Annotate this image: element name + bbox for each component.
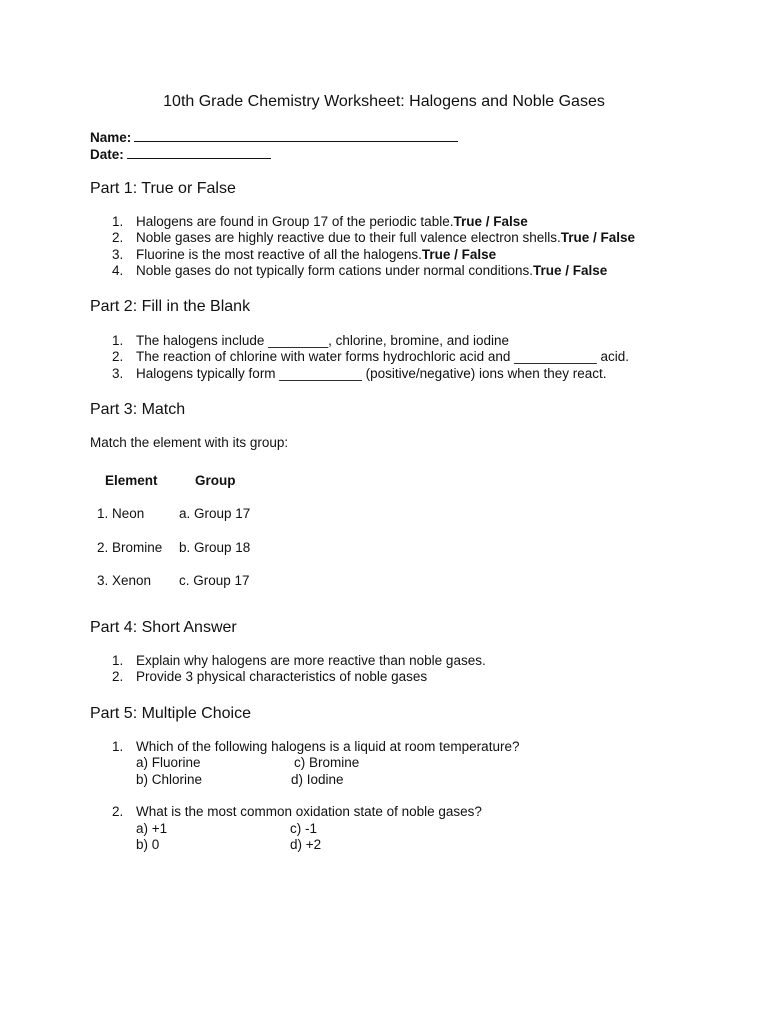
list-item: 2. The reaction of chlorine with water forms hydrochloric acid and ___________ acid. — [112, 349, 630, 365]
date-label: Date: — [90, 147, 124, 162]
name-blank-line — [134, 129, 458, 142]
mc-question: 2. What is the most common oxidation state of noble gases? — [112, 804, 482, 819]
name-field — [90, 129, 458, 145]
part3-instruction: Match the element with its group: — [90, 435, 289, 450]
name-label: Name: — [90, 130, 132, 145]
list-item: 4. Noble gases do not typically form cations under normal conditions.True / False — [112, 262, 608, 278]
date-blank-line — [127, 146, 271, 159]
match-element: 1. Neon — [97, 506, 145, 521]
list-item: 3. Halogens typically form ___________ (positive/negative) ions when they react. — [112, 365, 607, 381]
match-element: 2. Bromine — [97, 540, 163, 555]
part3-heading: Part 3: Match — [90, 401, 186, 418]
list-item: 1. Explain why halogens are more reactive than noble gases. — [112, 653, 486, 668]
match-element: 3. Xenon — [97, 573, 152, 588]
part1-list — [112, 214, 635, 279]
date-field — [90, 146, 271, 162]
match-group: b. Group 18 — [179, 540, 251, 555]
part4-list — [112, 653, 486, 686]
mc-option: b) 0 — [136, 837, 160, 852]
page-title: 10th Grade Chemistry Worksheet: Halogens and Noble Gases — [163, 93, 605, 110]
list-item: 3. Fluorine is the most reactive of all the halogens.True / False — [112, 246, 497, 262]
part1-heading: Part 1: True or False — [90, 180, 236, 197]
mc-option: c) Bromine — [294, 755, 360, 770]
part4-heading: Part 4: Short Answer — [90, 619, 237, 636]
mc-option: a) Fluorine — [136, 755, 201, 770]
column-header-group: Group — [195, 473, 236, 488]
mc-option: d) Iodine — [291, 772, 344, 787]
mc-option: d) +2 — [290, 837, 322, 852]
part2-list — [112, 333, 629, 382]
part2-heading: Part 2: Fill in the Blank — [90, 298, 251, 315]
list-item: 2. Noble gases are highly reactive due to their full valence electron shells.True / False — [112, 230, 636, 246]
mc-option: b) Chlorine — [136, 772, 203, 787]
mc-question: 1. Which of the following halogens is a liquid at room temperature? — [112, 739, 520, 754]
mc-option: c) -1 — [290, 821, 317, 836]
part5-heading: Part 5: Multiple Choice — [90, 705, 251, 722]
list-item: 1. Halogens are found in Group 17 of the periodic table.True / False — [112, 214, 528, 229]
match-group: a. Group 17 — [179, 506, 251, 521]
list-item: 1. The halogens include ________, chlorine, bromine, and iodine — [112, 333, 510, 348]
match-group: c. Group 17 — [179, 573, 250, 588]
column-header-element: Element — [105, 473, 158, 488]
list-item: 2. Provide 3 physical characteristics of noble gases — [112, 669, 428, 685]
mc-option: a) +1 — [136, 821, 168, 836]
